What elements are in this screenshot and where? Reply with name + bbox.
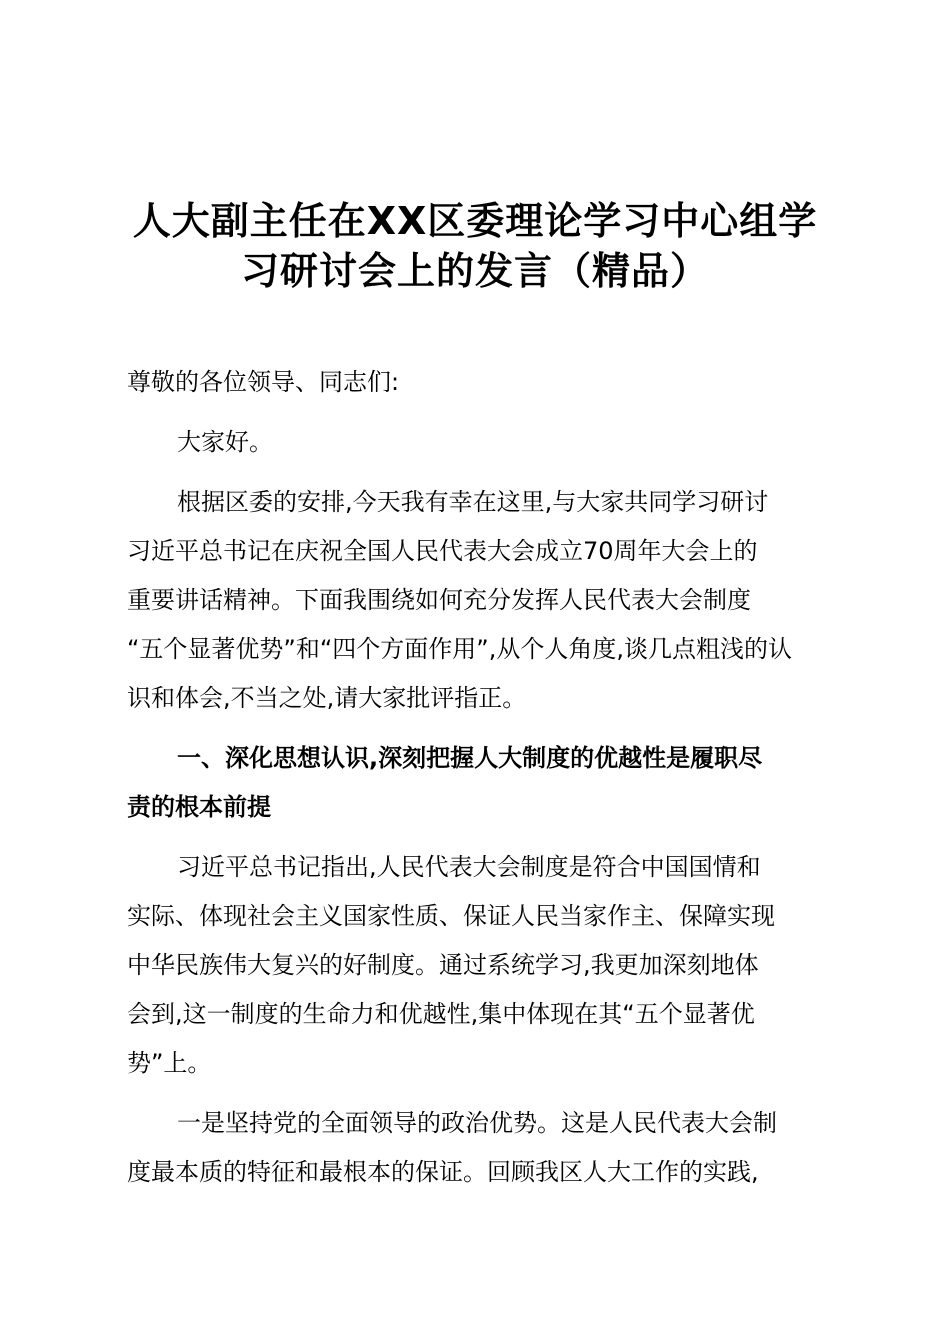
section-heading-1: 一、深化思想认识,深刻把握人大制度的优越性是履职尽 责的根本前提 <box>127 744 763 821</box>
salutation: 尊敬的各位领导、同志们: <box>127 368 400 396</box>
title-line: 习研讨会上的发言（精品） <box>240 249 709 293</box>
document-title <box>0 196 950 296</box>
title-line: 人大副主任在XX区委理论学习中心组学 <box>132 199 818 243</box>
greeting: 大家好。 <box>177 428 273 456</box>
paragraph: 习近平总书记指出,人民代表大会制度是符合中国国情和 实际、体现社会主义国家性质、保证人民当家作主、保障实现 中华民族伟大复兴的好制度。通过系统学习,我更加深刻地体 会到,这一制度的生命力和优越性,集中体现在其“五个显著优 势”上。 <box>127 853 775 1077</box>
paragraph: 一是坚持党的全面领导的政治优势。这是人民代表大会制 度最本质的特征和最根本的保证。回顾我区人大工作的实践, <box>127 1109 777 1186</box>
document-body <box>127 358 827 1208</box>
intro-paragraph: 根据区委的安排,今天我有幸在这里,与大家共同学习研讨 习近平总书记在庆祝全国人民代表大会成立70周年大会上的 重要讲话精神。下面我围绕如何充分发挥人民代表大会制度 “五个显著优势”和“四个方面作用”,从个人角度,谈几点粗浅的认 识和体会,不当之处,请大家批评指正。 <box>127 488 792 712</box>
